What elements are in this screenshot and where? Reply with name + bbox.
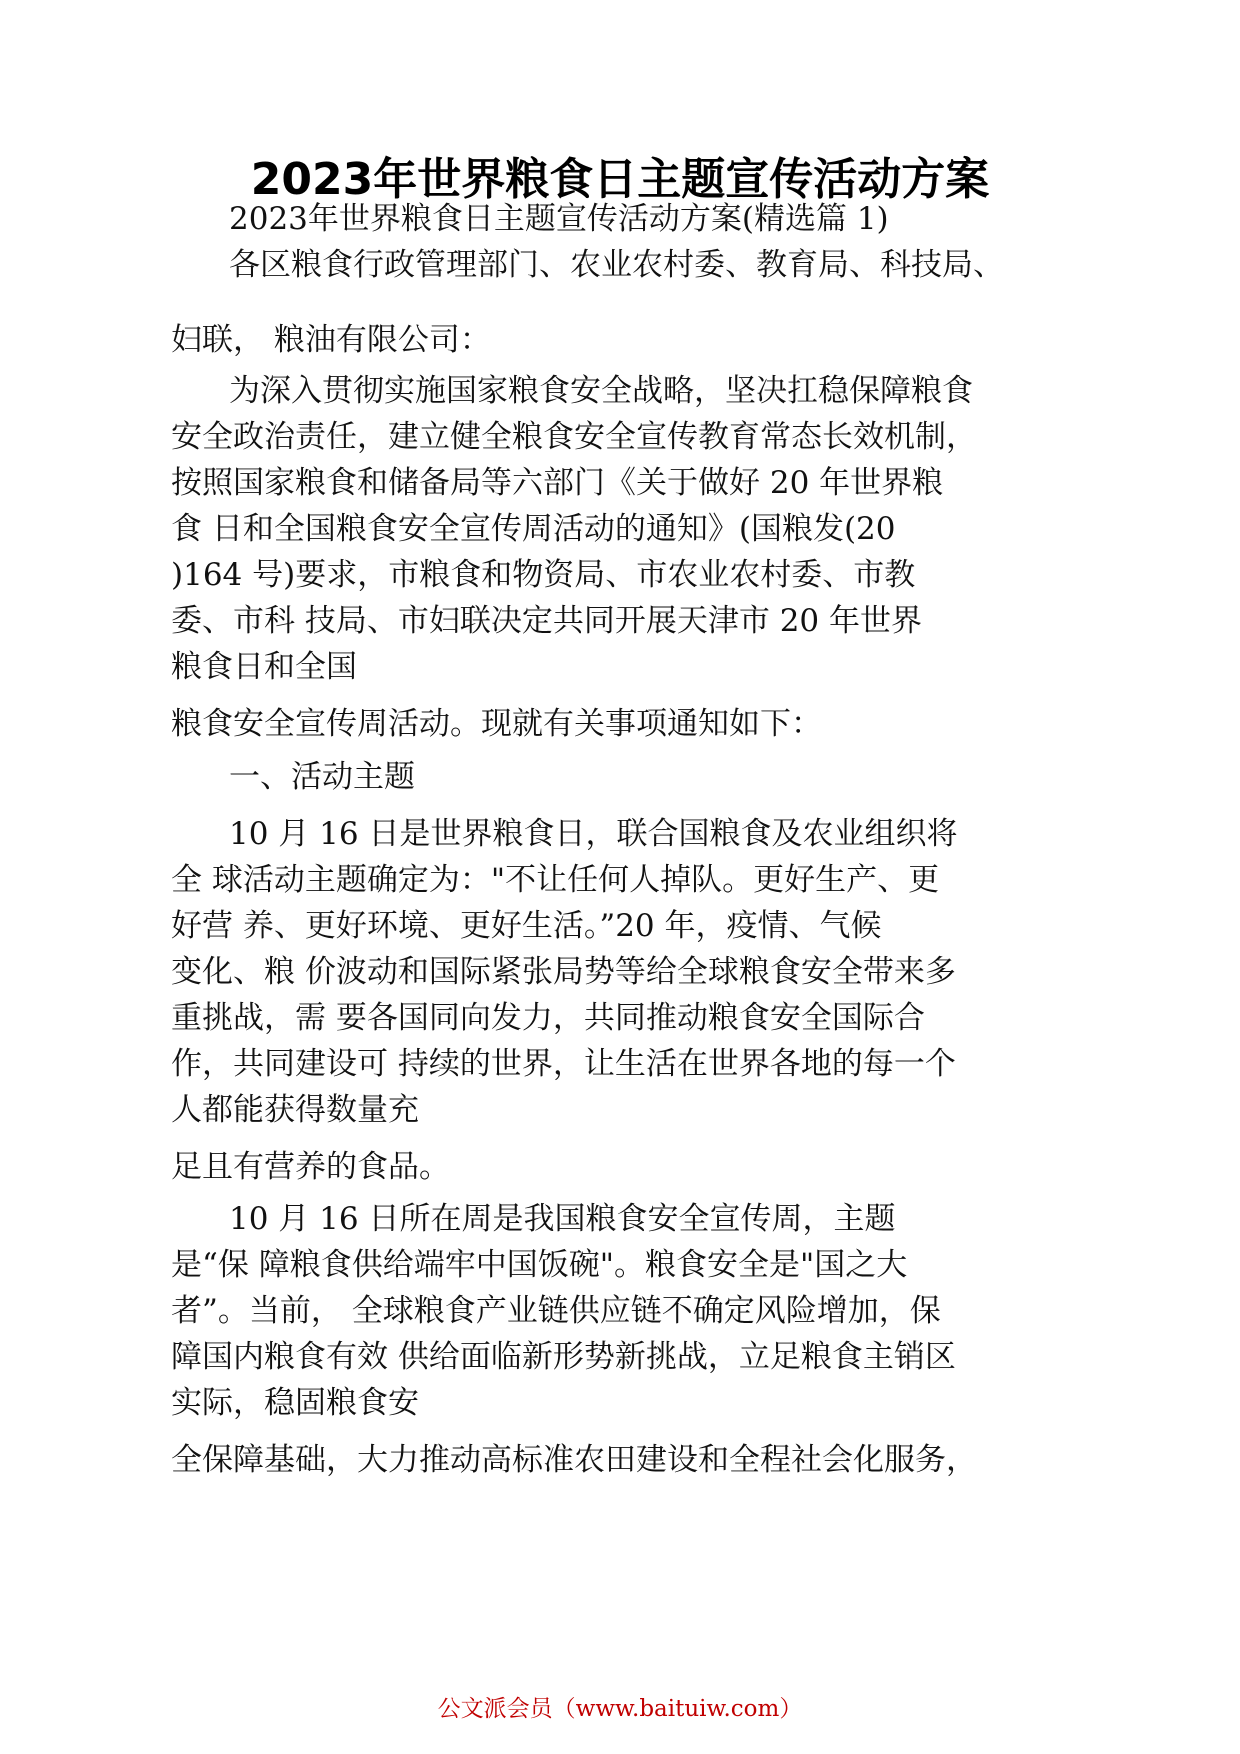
body-line: 委、市科 技局、市妇联决定共同开展天津市 20 年世界 [171,603,923,639]
body-line: 者”。当前， 全球粮食产业链供应链不确定风险增加，保 [171,1293,941,1329]
body-line: 实际，稳固粮食安 [171,1385,419,1421]
addressee-line: 各区粮食行政管理部门、农业农村委、教育局、科技局、 [229,247,1004,283]
body-line: 全保障基础，大力推动高标准农田建设和全程社会化服务， [171,1442,977,1478]
body-line: 人都能获得数量充 [171,1092,419,1128]
body-line: )164 号)要求，市粮食和物资局、市农业农村委、市教 [171,557,916,593]
body-line: 全 球活动主题确定为："不让任何人掉队。更好生产、更 [171,862,940,898]
body-line: 重挑战，需 要各国同向发力，共同推动粮食安全国际合 [171,1000,925,1036]
footer-watermark: 公文派会员（www.baituiw.com） [437,1696,803,1722]
subtitle-line: 2023年世界粮食日主题宣传活动方案(精选篇 1) [229,201,889,237]
body-line: 粮食日和全国 [171,649,357,685]
body-line: 粮食安全宣传周活动。现就有关事项通知如下： [171,706,822,742]
body-line: 好营 养、更好环境、更好生活。”20 年，疫情、气候 [171,908,882,944]
body-line: 是“保 障粮食供给端牢中国饭碗"。粮食安全是"国之大 [171,1247,908,1283]
addressee-line: 妇联， 粮油有限公司： [171,322,491,358]
body-line: 按照国家粮食和储备局等六部门《关于做好 20 年世界粮 [171,465,944,501]
body-line: 食 日和全国粮食安全宣传周活动的通知》(国粮发(20 [171,511,896,547]
section-heading: 一、活动主题 [229,759,415,795]
body-line: 足且有营养的食品。 [171,1149,450,1185]
body-line: 作，共同建设可 持续的世界，让生活在世界各地的每一个 [171,1046,956,1082]
body-line: 障国内粮食有效 供给面临新形势新挑战，立足粮食主销区 [171,1339,956,1375]
body-line: 安全政治责任，建立健全粮食安全宣传教育常态长效机制， [171,419,977,455]
document-title: 2023年世界粮食日主题宣传活动方案 [250,154,990,205]
body-line: 10 月 16 日所在周是我国粮食安全宣传周，主题 [229,1201,896,1237]
body-line: 10 月 16 日是世界粮食日，联合国粮食及农业组织将 [229,816,958,852]
body-line: 变化、粮 价波动和国际紧张局势等给全球粮食安全带来多 [171,954,956,990]
body-line: 为深入贯彻实施国家粮食安全战略，坚决扛稳保障粮食 [229,373,973,409]
